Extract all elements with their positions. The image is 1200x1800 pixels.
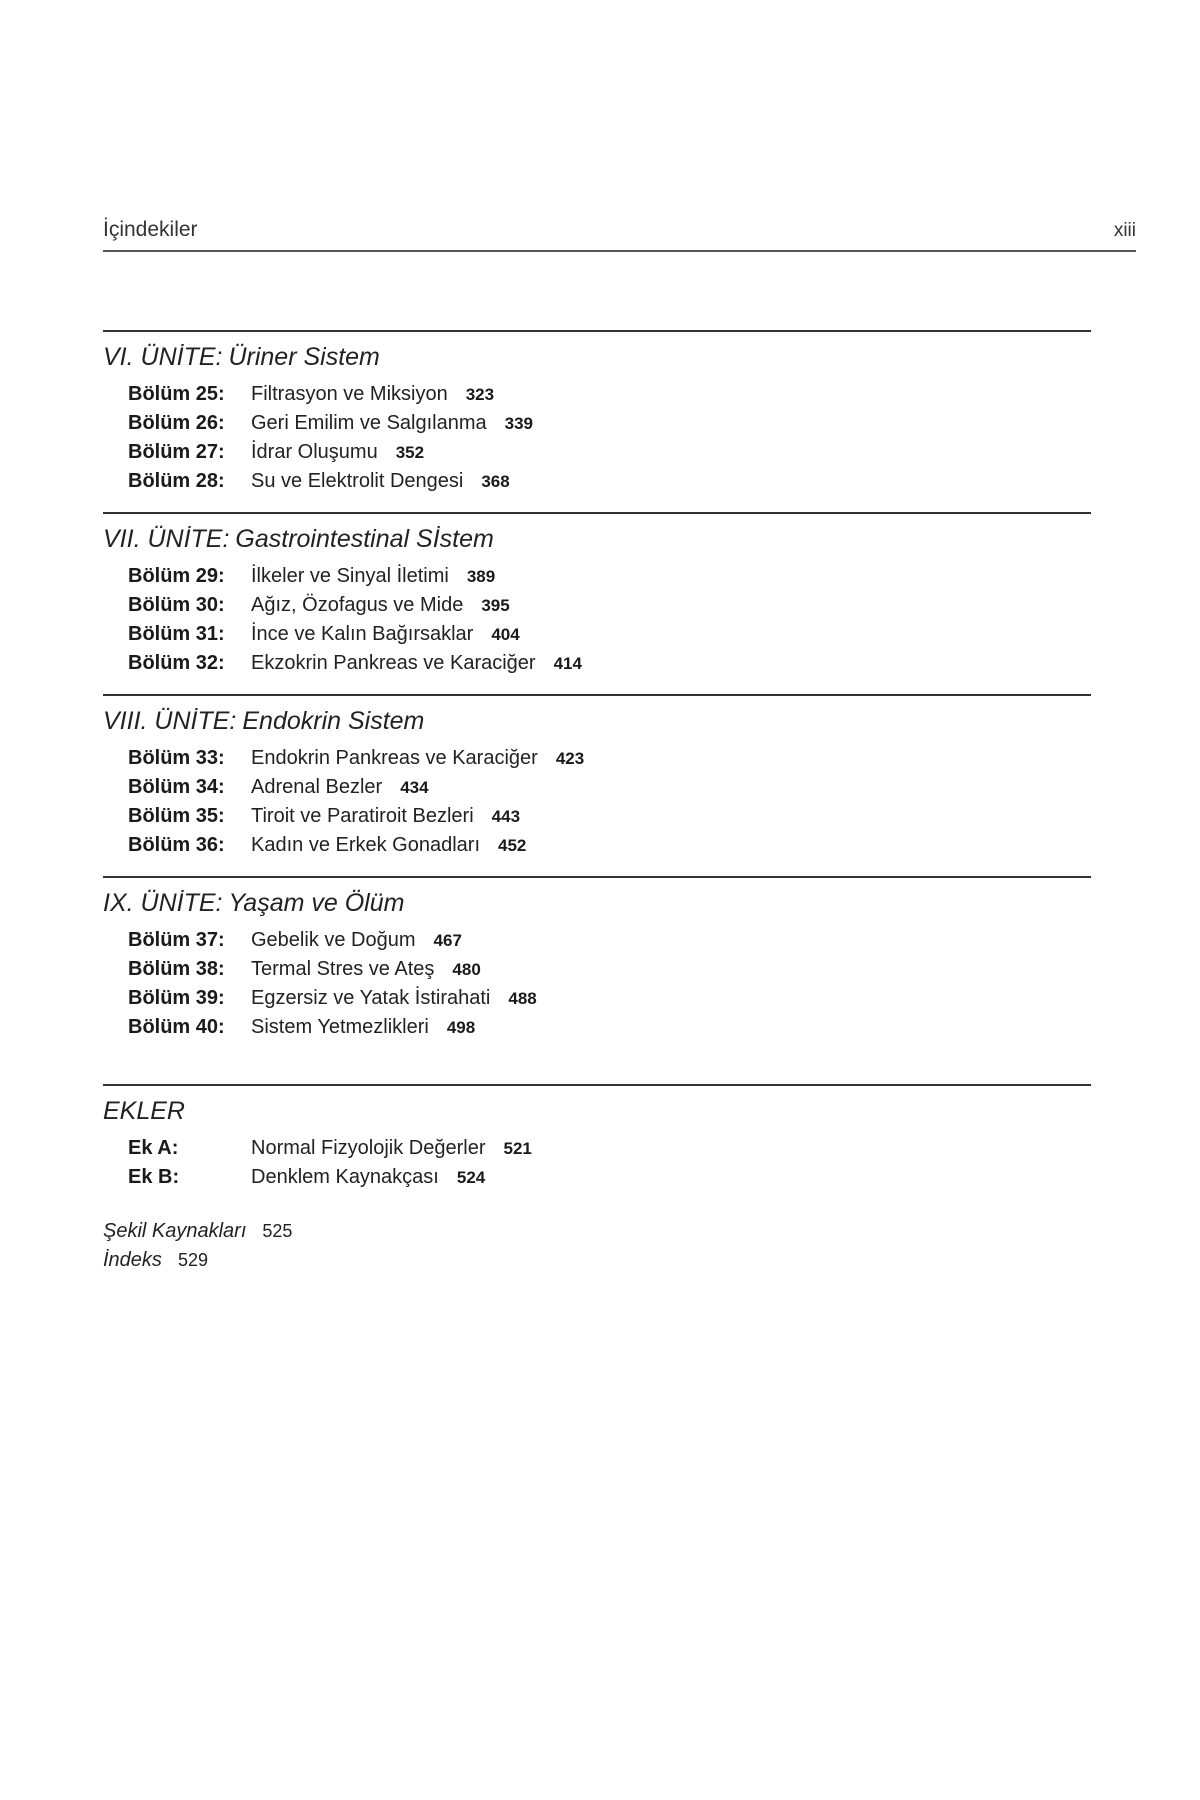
unit-heading <box>103 704 1091 738</box>
toc-entry[interactable] <box>103 926 1091 955</box>
toc-entry[interactable] <box>103 380 1091 409</box>
chapter-page: 414 <box>553 654 582 673</box>
chapter-label: Bölüm 26: <box>128 412 225 434</box>
chapter-page: 395 <box>481 596 510 615</box>
chapter-page: 323 <box>465 385 495 404</box>
running-title: İçindekiler <box>103 218 198 241</box>
toc-entry[interactable] <box>103 955 1091 984</box>
unit-section-viii <box>103 694 1091 860</box>
backmatter-page: 525 <box>262 1221 293 1241</box>
chapter-title: Adrenal Bezler <box>251 776 383 798</box>
chapter-page: 389 <box>466 567 496 586</box>
chapter-title: Ağız, Özofagus ve Mide <box>251 594 464 616</box>
toc-entry[interactable] <box>103 1217 292 1246</box>
chapter-title: Ekzokrin Pankreas ve Karaciğer <box>251 652 536 674</box>
chapter-label: Bölüm 30: <box>128 594 225 616</box>
unit-title: Gastrointestinal Sİstem <box>235 525 494 553</box>
unit-numeral: VI. ÜNİTE: <box>103 343 223 371</box>
page-header <box>103 216 1136 252</box>
appendix-label: Ek B: <box>128 1166 180 1188</box>
toc-entry[interactable] <box>103 562 1091 591</box>
chapter-title: Endokrin Pankreas ve Karaciğer <box>251 747 538 769</box>
chapter-page: 423 <box>555 749 585 768</box>
chapter-title: Gebelik ve Doğum <box>251 929 416 951</box>
chapter-label: Bölüm 37: <box>128 929 225 951</box>
chapter-title: İdrar Oluşumu <box>251 441 378 463</box>
unit-numeral: VIII. ÜNİTE: <box>103 707 237 735</box>
chapter-page: 368 <box>481 472 510 491</box>
toc-entry[interactable] <box>103 831 1091 860</box>
chapter-page: 488 <box>508 989 537 1008</box>
toc-entry[interactable] <box>103 1013 1091 1042</box>
chapter-label: Bölüm 29: <box>128 565 225 587</box>
backmatter-list <box>103 1217 292 1275</box>
unit-numeral: IX. ÜNİTE: <box>103 889 223 917</box>
toc-entry[interactable] <box>103 438 1091 467</box>
chapter-label: Bölüm 40: <box>128 1016 225 1038</box>
unit-title: Yaşam ve Ölüm <box>228 889 405 917</box>
unit-section-vi <box>103 330 1091 496</box>
chapter-title: Tiroit ve Paratiroit Bezleri <box>251 805 474 827</box>
appendices-heading: EKLER <box>103 1097 185 1125</box>
unit-heading <box>103 522 1091 556</box>
chapter-title: Filtrasyon ve Miksiyon <box>251 383 448 405</box>
chapter-label: Bölüm 33: <box>128 747 225 769</box>
chapter-page: 443 <box>491 807 521 826</box>
appendix-page: 521 <box>503 1139 532 1158</box>
toc-entry[interactable] <box>103 620 1091 649</box>
toc-entry[interactable] <box>103 591 1091 620</box>
chapter-label: Bölüm 28: <box>128 470 225 492</box>
unit-title: Endokrin Sistem <box>242 707 425 735</box>
unit-section-ix <box>103 876 1091 1042</box>
chapter-page: 352 <box>395 443 425 462</box>
unit-title: Üriner Sistem <box>228 343 380 371</box>
unit-heading <box>103 340 1091 374</box>
chapter-label: Bölüm 25: <box>128 383 225 405</box>
chapter-label: Bölüm 31: <box>128 623 225 645</box>
chapter-page: 404 <box>491 625 520 644</box>
appendices-section <box>103 1084 1091 1192</box>
chapter-title: İnce ve Kalın Bağırsaklar <box>251 623 474 645</box>
appendix-label: Ek A: <box>128 1137 179 1159</box>
chapter-title: Egzersiz ve Yatak İstirahati <box>251 987 491 1009</box>
chapter-page: 498 <box>446 1018 476 1037</box>
chapter-page: 434 <box>400 778 429 797</box>
chapter-title: Kadın ve Erkek Gonadları <box>251 834 481 856</box>
unit-numeral: VII. ÜNİTE: <box>103 525 230 553</box>
chapter-label: Bölüm 39: <box>128 987 225 1009</box>
chapter-label: Bölüm 32: <box>128 652 225 674</box>
appendix-page: 524 <box>456 1168 486 1187</box>
toc-entry[interactable] <box>103 744 1091 773</box>
page-number: xiii <box>1113 220 1136 241</box>
chapter-label: Bölüm 38: <box>128 958 225 980</box>
appendix-title: Normal Fizyolojik Değerler <box>251 1137 486 1159</box>
toc-entry[interactable] <box>103 409 1091 438</box>
backmatter-title: Şekil Kaynakları <box>103 1220 247 1242</box>
toc-entry[interactable] <box>103 1246 292 1275</box>
unit-heading <box>103 886 1091 920</box>
chapter-page: 467 <box>433 931 462 950</box>
chapter-title: İlkeler ve Sinyal İletimi <box>251 565 449 587</box>
chapter-page: 339 <box>504 414 533 433</box>
chapter-label: Bölüm 34: <box>128 776 225 798</box>
chapter-title: Termal Stres ve Ateş <box>251 958 435 980</box>
chapter-label: Bölüm 27: <box>128 441 225 463</box>
chapter-title: Geri Emilim ve Salgılanma <box>251 412 487 434</box>
backmatter-title: İndeks <box>103 1249 162 1271</box>
toc-entry[interactable] <box>103 649 1091 678</box>
toc-entry[interactable] <box>103 802 1091 831</box>
toc-entry[interactable] <box>103 467 1091 496</box>
chapter-page: 480 <box>452 960 481 979</box>
chapter-page: 452 <box>498 836 527 855</box>
appendix-title: Denklem Kaynakçası <box>251 1166 439 1188</box>
chapter-title: Su ve Elektrolit Dengesi <box>251 470 464 492</box>
backmatter-page: 529 <box>177 1250 208 1270</box>
chapter-title: Sistem Yetmezlikleri <box>251 1016 429 1038</box>
toc-entry[interactable] <box>103 984 1091 1013</box>
toc-entry[interactable] <box>103 1134 1091 1163</box>
chapter-label: Bölüm 36: <box>128 834 225 856</box>
toc-entry[interactable] <box>103 773 1091 802</box>
chapter-label: Bölüm 35: <box>128 805 225 827</box>
unit-section-vii <box>103 512 1091 678</box>
toc-entry[interactable] <box>103 1163 1091 1192</box>
